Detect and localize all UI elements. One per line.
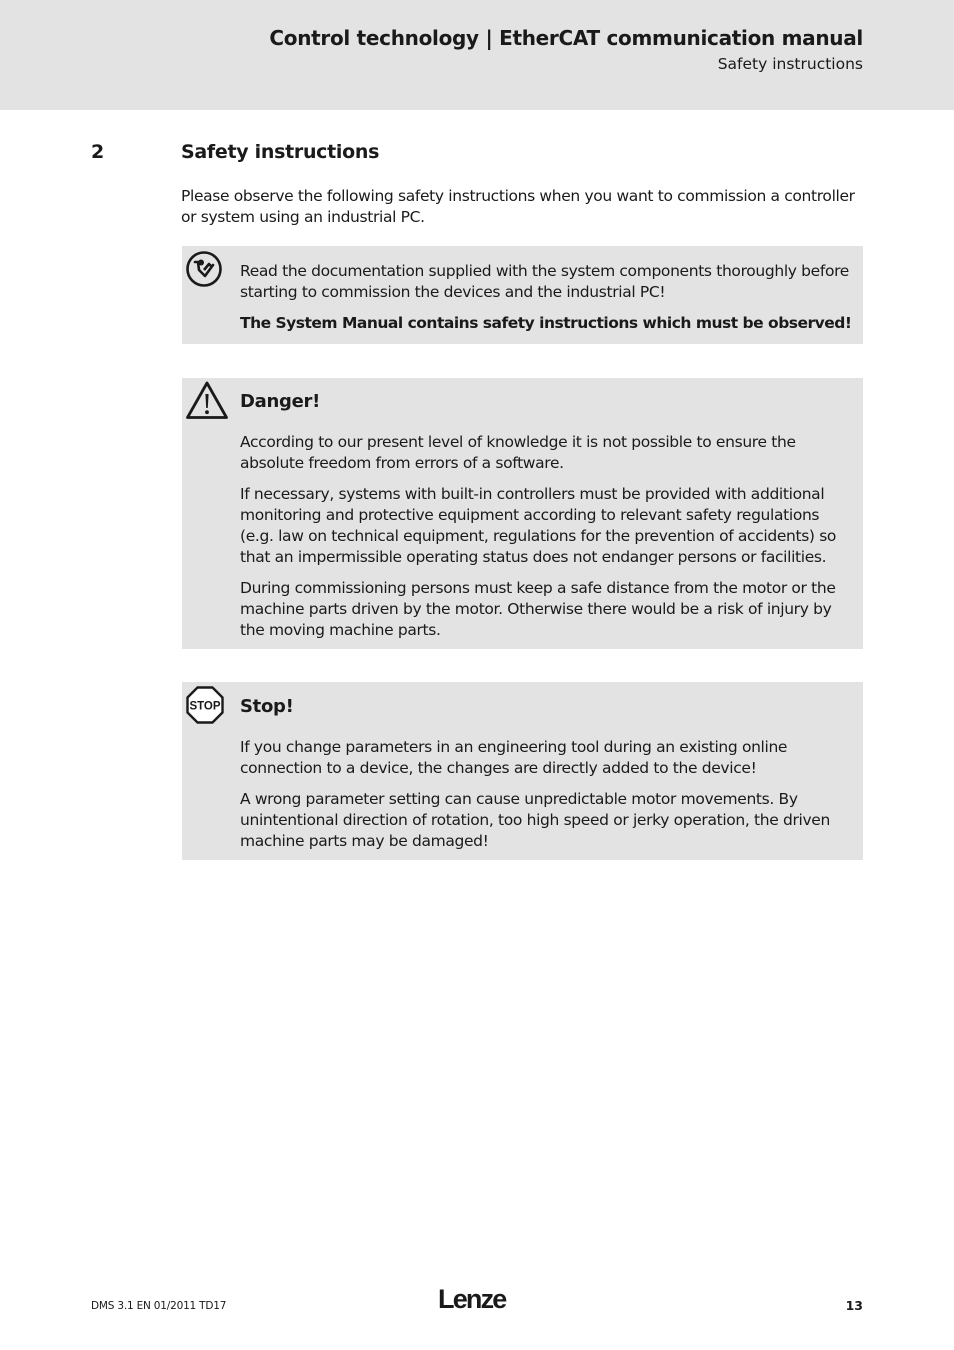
header-subtitle: Safety instructions: [717, 55, 863, 73]
danger-paragraph: According to our present level of knowledge it is not possible to ensure the absolute freedom from errors of a software.: [240, 433, 796, 472]
lenze-logo: Lenze: [438, 1284, 506, 1314]
stop-sign-text: STOP: [189, 700, 221, 713]
danger-heading: Danger!: [240, 391, 320, 412]
stop-paragraph: If you change parameters in an engineering tool during an existing online connection to a device, the changes are directly added to the device!: [240, 738, 788, 777]
warning-triangle-icon: [185, 380, 229, 424]
danger-paragraph: During commissioning persons must keep a safe distance from the motor or the machine parts driven by the motor. Otherwise there would be a risk of injury by the moving machine parts.: [240, 579, 836, 639]
page-header: [0, 0, 954, 110]
section-number: 2: [91, 141, 105, 163]
section-title: Safety instructions: [181, 141, 380, 163]
note-box: [182, 246, 863, 344]
read-documentation-icon: [185, 250, 223, 292]
stop-heading: Stop!: [240, 696, 294, 717]
danger-box: [182, 378, 863, 649]
stop-sign-icon: [185, 685, 225, 729]
note-bold-paragraph: The System Manual contains safety instructions which must be observed!: [240, 314, 852, 332]
stop-box: [182, 682, 863, 860]
page-number: 13: [845, 1298, 863, 1313]
note-paragraph: Read the documentation supplied with the system components thoroughly before starting to commission the devices and the industrial PC!: [240, 262, 849, 301]
danger-paragraph: If necessary, systems with built-in controllers must be provided with additional monitoring and protective equipment according to relevant safety regulations (e.g. law on technical equipment, regulations for the prevention of accidents) so that an impermissible operating status does not endanger persons or facilities.: [240, 485, 837, 566]
stop-paragraph: A wrong parameter setting can cause unpredictable motor movements. By unintentional direction of rotation, too high speed or jerky operation, the driven machine parts may be damaged!: [240, 790, 830, 850]
footer-doc-id: DMS 3.1 EN 01/2011 TD17: [91, 1300, 227, 1312]
header-title: Control technology | EtherCAT communication manual: [269, 26, 863, 50]
section-intro: Please observe the following safety instructions when you want to commission a controller or system using an industrial PC.: [181, 187, 855, 226]
